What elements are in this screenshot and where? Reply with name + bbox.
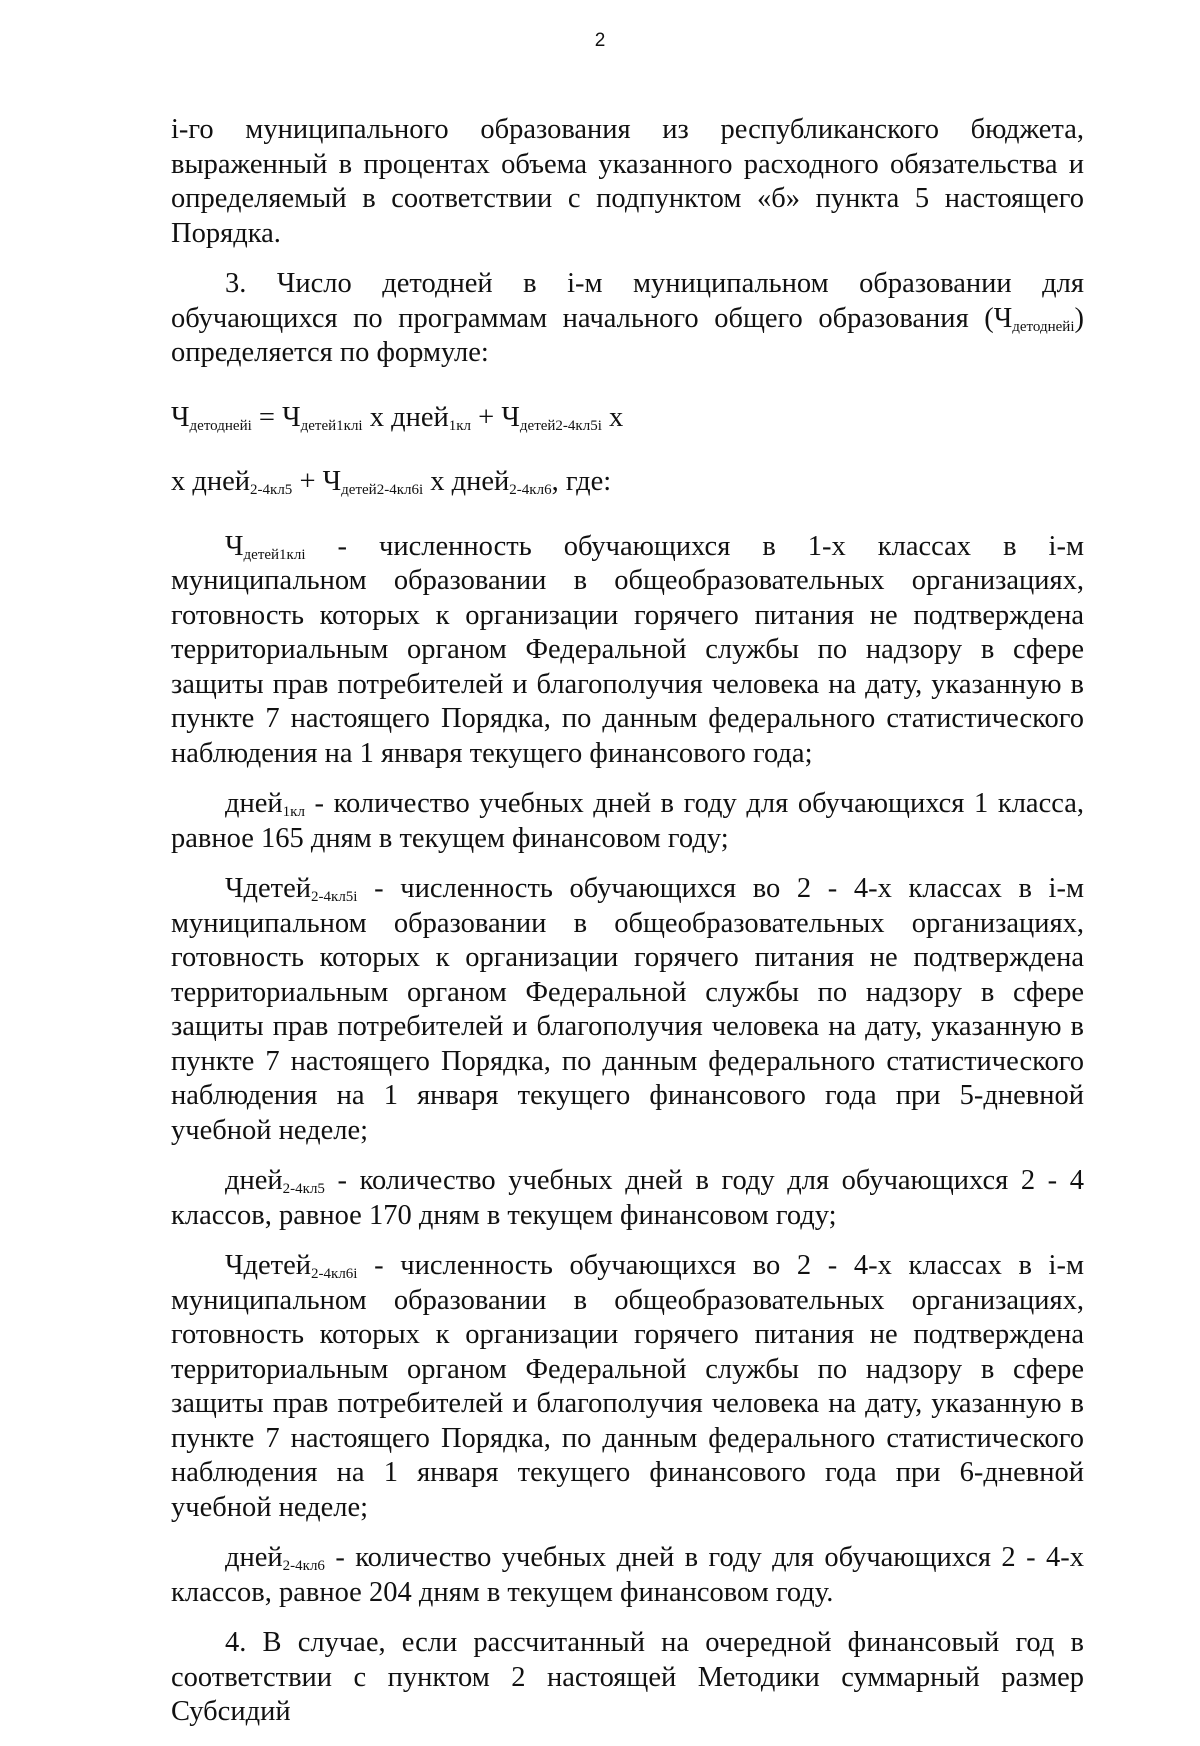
definition-2 (171, 787, 1084, 856)
definition-text: - количество учебных дней в году для обучающихся 2 - 4-х классов, равное 204 дням в текущем финансовом году. (171, 1542, 1084, 1608)
definition-subscript: 1кл (282, 804, 305, 820)
formula-subscript: детей2-4кл6i (341, 482, 424, 498)
paragraph-3-text: 3. Число детодней в i-м муниципальном образовании для обучающихся по программам начального общего образования (Ч (171, 268, 1084, 334)
formula-line-2 (171, 465, 1084, 500)
paragraph-continuation: i-го муниципального образования из республиканского бюджета, выраженный в процентах объема указанного расходного обязательства и определяемый в соответствии с подпунктом «б» пункта 5 настоящего Порядка. (171, 114, 1084, 249)
definition-5 (171, 1249, 1084, 1525)
formula-symbol: , где: (551, 466, 612, 497)
definition-symbol: дней (225, 788, 283, 819)
formula-subscript: детоднейi (189, 417, 252, 434)
paragraph-4: 4. В случае, если рассчитанный на очередной финансовый год в соответствии с пунктом 2 настоящей Методики суммарный размер Субсидий (171, 1627, 1084, 1727)
definition-symbol: Ч (225, 530, 244, 562)
definition-text: - численность обучающихся в 1-х классах в i-м муниципальном образовании в общеобразовательных организациях, готовность которых к организации горячего питания не подтверждена территориальным органом Федеральной службы по надзору в сфере защиты прав потребителей и благополучия человека на дату, указанную в пункте 7 настоящего Порядка, по данным федерального статистического наблюдения на 1 января текущего финансового года; (171, 530, 1084, 769)
definition-subscript: 2-4кл6 (282, 1558, 325, 1574)
paragraph-3-text-end: ) определяется по формуле: (171, 302, 1084, 368)
definition-6 (171, 1541, 1084, 1610)
formula-symbol: Ч (171, 401, 190, 433)
formula-symbol: = Ч (251, 401, 301, 433)
definition-4 (171, 1164, 1084, 1233)
definition-subscript: 2-4кл5 (282, 1181, 325, 1197)
definition-text: - количество учебных дней в году для обучающихся 1 класса, равное 165 дням в текущем финансовом году; (171, 788, 1084, 854)
page-number: 2 (594, 30, 606, 51)
definition-text: - численность обучающихся во 2 - 4-х классах в i-м муниципальном образовании в общеобразовательных организациях, готовность которых к организации горячего питания не подтверждена территориальным органом Федеральной службы по надзору в сфере защиты прав потребителей и благополучия человека на дату, указанную в пункте 7 настоящего Порядка, по данным федерального статистического наблюдения на 1 января текущего финансового года при 6-дневной учебной неделе; (171, 1250, 1084, 1523)
formula-symbol: + Ч (292, 466, 342, 497)
formula-subscript: детей1клi (300, 417, 363, 434)
definition-text: - количество учебных дней в году для обучающихся 2 - 4 классов, равное 170 дням в текущем финансовом году; (171, 1165, 1084, 1231)
definition-symbol: дней (225, 1165, 283, 1196)
formula-symbol: х дней (423, 466, 510, 497)
subscript: детоднейi (1012, 318, 1075, 335)
definition-text: - численность обучающихся во 2 - 4-х классах в i-м муниципальном образовании в общеобразовательных организациях, готовность которых к организации горячего питания не подтверждена территориальным органом Федеральной службы по надзору в сфере защиты прав потребителей и благополучия человека на дату, указанную в пункте 7 настоящего Порядка, по данным федерального статистического наблюдения на 1 января текущего финансового года при 5-дневной учебной неделе; (171, 873, 1084, 1146)
formula-subscript: 2-4кл6 (509, 482, 552, 498)
formula-line-1 (171, 401, 1084, 436)
definition-subscript: детей1клi (243, 546, 306, 563)
document-body (171, 113, 1084, 1746)
definition-subscript: 2-4кл6i (311, 1266, 358, 1282)
formula-subscript: детей2-4кл5i (519, 417, 602, 434)
definition-symbol: Чдетей (225, 1250, 312, 1281)
paragraph-3 (171, 267, 1084, 371)
definition-subscript: 2-4кл5i (311, 889, 358, 905)
formula-symbol: х дней (171, 466, 251, 497)
formula-symbol: х (601, 401, 624, 433)
formula-subscript: 2-4кл5 (250, 482, 293, 498)
formula-symbol: + Ч (471, 401, 520, 433)
formula-symbol: х дней (362, 401, 449, 433)
definition-1 (171, 530, 1084, 772)
definition-3 (171, 872, 1084, 1148)
definition-symbol: дней (225, 1542, 283, 1573)
formula-subscript: 1кл (448, 417, 472, 434)
definition-symbol: Чдетей (225, 873, 312, 904)
